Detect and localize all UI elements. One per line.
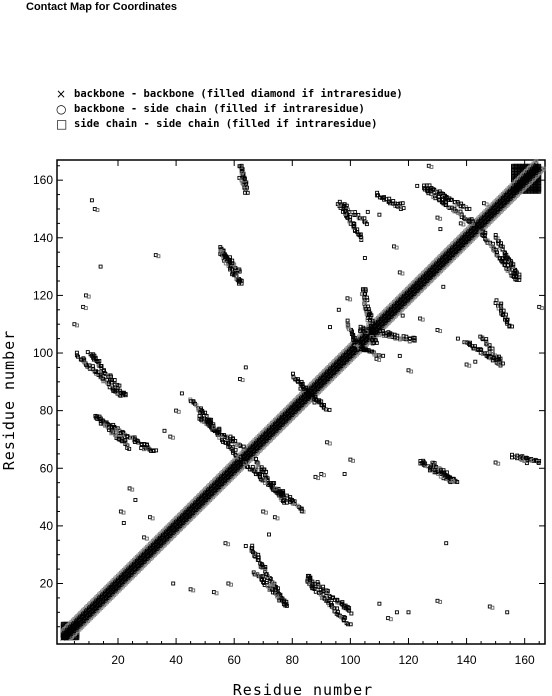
contact-square-mark (506, 611, 509, 614)
contact-square-mark (76, 324, 79, 327)
contact-square-mark (244, 545, 247, 548)
contact-square-mark (494, 234, 497, 237)
contact-square-mark (99, 265, 102, 268)
contact-square-mark (398, 354, 401, 357)
x-tick-label: 120 (398, 653, 419, 667)
contact-square-mark (134, 499, 137, 502)
contact-marks (61, 159, 546, 640)
contact-square-mark (151, 517, 154, 520)
x-axis-title: Residue number (232, 681, 374, 696)
x-tick-label: 60 (227, 653, 241, 667)
contact-square-mark (395, 611, 398, 614)
contact-square-mark (90, 199, 93, 202)
legend-label: side chain - side chain (filled if intraresidue) (74, 117, 378, 130)
x-tick-label: 160 (514, 653, 535, 667)
contact-square-mark (363, 257, 366, 260)
contact-square-mark (337, 308, 340, 311)
chart-title: Contact Map for Coordinates (26, 1, 177, 13)
x-tick-label: 100 (340, 653, 361, 667)
contact-square-mark (445, 542, 448, 545)
contact-square-mark (163, 429, 166, 432)
contact-square-mark (227, 543, 230, 546)
x-tick-label: 80 (285, 653, 299, 667)
contact-square-mark (122, 522, 125, 525)
contact-square-mark (392, 200, 395, 203)
contact-square-mark (268, 533, 271, 536)
contact-square-mark (388, 197, 391, 200)
contact-square-mark (246, 191, 249, 194)
contact-square-mark (338, 200, 341, 203)
contact-square-mark (192, 589, 195, 592)
contact-square-mark (378, 213, 381, 216)
contact-square-mark (366, 210, 369, 213)
contact-square-mark (96, 209, 99, 212)
contact-square-mark (244, 366, 247, 369)
legend-label: backbone - side chain (filled if intraresidue) (74, 102, 365, 115)
y-axis-title: Residue number (0, 329, 18, 471)
contact-square-mark (215, 592, 218, 595)
contact-square-mark (241, 379, 244, 382)
contact-square-mark (442, 285, 445, 288)
contact-square-mark (407, 611, 410, 614)
circle-icon: ○ (56, 101, 67, 116)
x-tick-label: 40 (169, 653, 183, 667)
contact-square-mark (131, 488, 134, 491)
y-tick-label: 60 (39, 461, 53, 476)
y-tick-label: 20 (39, 576, 53, 591)
contact-square-mark (238, 165, 241, 168)
contact-square-mark (84, 307, 87, 310)
x-tick-label: 140 (456, 653, 477, 667)
contact-square-mark (180, 392, 183, 395)
y-tick-label: 80 (39, 403, 53, 418)
contact-square-mark (87, 295, 90, 298)
square-icon: □ (56, 116, 68, 131)
contact-square-mark (157, 255, 160, 258)
contact-square-mark (113, 379, 116, 382)
contact-square-mark (474, 360, 477, 363)
contact-square-mark (171, 436, 174, 439)
contact-square-mark (439, 228, 442, 231)
contact-square-mark (128, 447, 131, 450)
contact-square-mark (145, 537, 148, 540)
contact-square-mark (155, 449, 158, 452)
contact-square-mark (255, 457, 258, 460)
y-tick-label: 120 (32, 288, 53, 303)
y-tick-label: 40 (39, 518, 53, 533)
contact-square-mark (343, 473, 346, 476)
contact-square-mark (177, 410, 180, 413)
contact-square-mark (252, 571, 255, 574)
contact-square-mark (378, 602, 381, 605)
contact-square-mark (329, 326, 332, 329)
y-tick-label: 140 (32, 230, 53, 245)
contact-square-mark (456, 337, 459, 340)
contact-square-mark (230, 583, 233, 586)
y-tick-label: 160 (32, 173, 53, 188)
x-tick-label: 20 (111, 653, 125, 667)
contact-square-mark (376, 191, 379, 194)
contact-square-mark (122, 511, 125, 514)
contact-square-mark (401, 314, 404, 317)
y-tick-label: 100 (32, 346, 53, 361)
cross-icon: × (56, 86, 67, 101)
legend-label: backbone - backbone (filled diamond if intraresidue) (74, 87, 403, 100)
contact-square-mark (172, 582, 175, 585)
contact-square-mark (416, 184, 419, 187)
